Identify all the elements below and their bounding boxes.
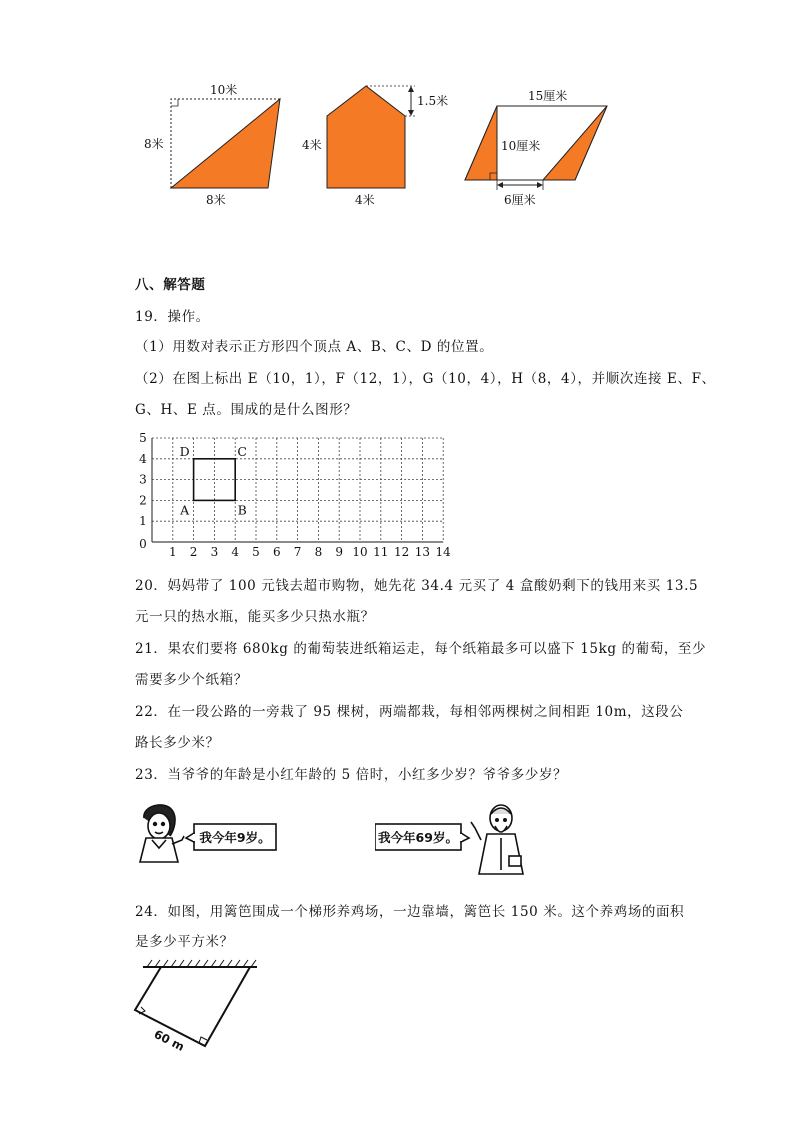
vertex-label-c: C [237,443,247,459]
q21-line2: 需要多少个纸箱？ [135,672,248,688]
q19-part1: （1）用数对表示正方形四个顶点 A、B、C、D 的位置。 [135,339,494,355]
figure-pentagon [302,86,448,207]
figure-triangle [144,82,280,207]
section-title: 八、解答题 [135,277,206,293]
x-tick-label: 4 [231,545,240,559]
trapezoid-figure [125,955,275,1055]
trapezoid-side-label: 60 m [151,1026,187,1054]
x-tick-label: 3 [210,545,219,559]
fig2-left-label: 4米 [302,138,322,152]
fig2-right-label: 1.5米 [417,94,449,108]
y-tick-label: 5 [139,431,147,445]
y-tick-label: 1 [139,514,147,529]
x-tick-label: 9 [335,545,344,559]
girl-illustration [134,800,284,880]
x-tick-label: 6 [272,545,281,559]
x-tick-label: 8 [314,545,323,559]
x-tick-label: 1 [168,545,177,559]
fig3-top-label: 15厘米 [528,89,568,103]
x-tick-label: 5 [252,545,260,559]
x-tick-label: 10 [352,545,368,559]
q22-line2: 路长多少米？ [135,735,220,751]
figure-parallelogram [465,88,607,207]
grandpa-illustration [375,800,535,880]
q19-part2-line1: （2）在图上标出 E（10，1），F（12，1），G（10，4），H（8，4），并顺次连接 E、F、 [135,371,716,387]
q22-line1: 22．在一段公路的一旁栽了 95 棵树，两端都栽，每相邻两棵树之间相距 10m，这段公 [135,704,684,720]
x-tick-label: 7 [293,545,302,559]
vertex-label-d: D [179,443,190,459]
x-tick-label: 11 [373,545,389,559]
q20-line2: 元一只的热水瓶，能买多少只热水瓶？ [135,609,375,625]
q19-title: 19．操作。 [135,309,210,325]
grandpa-bubble-text: 我今年69岁。 [378,830,458,845]
x-tick-label: 13 [414,545,431,559]
q21-line1: 21．果农们要将 680kg 的葡萄装进纸箱运走，每个纸箱最多可以盛下 15kg 的葡萄，至少 [135,641,707,657]
y-tick-label: 0 [139,537,147,551]
x-tick-label: 2 [189,545,198,559]
area-figures [130,78,650,213]
fig2-bottom-label: 4米 [355,193,375,207]
q24-line2: 是多少平方米？ [135,934,234,950]
y-tick-label: 3 [139,472,147,487]
x-tick-label: 12 [393,545,410,559]
y-tick-label: 4 [139,451,147,466]
fig1-top-label: 10米 [210,83,238,97]
vertex-label-b: B [237,502,247,518]
vertex-label-a: A [180,502,190,518]
girl-bubble-text: 我今年9岁。 [199,830,271,845]
fig3-bottom-label: 6厘米 [504,193,536,207]
x-tick-label: 14 [435,545,451,559]
q23-text: 23．当爷爷的年龄是小红年龄的 5 倍时，小红多少岁？爷爷多少岁？ [135,767,568,783]
y-tick-label: 2 [139,493,147,508]
q19-part2-line2: G、H、E 点。围成的是什么图形？ [135,402,358,418]
fig1-left-label: 8米 [144,137,164,151]
coordinate-grid [130,430,460,560]
q20-line1: 20．妈妈带了 100 元钱去超市购物，她先花 34.4 元买了 4 盒酸奶剩下的钱用来买 13.5 [135,578,699,594]
q24-line1: 24．如图，用篱笆围成一个梯形养鸡场，一边靠墙，篱笆长 150 米。这个养鸡场的面积 [135,904,685,920]
fig3-height-label: 10厘米 [501,139,541,153]
fig1-bottom-label: 8米 [206,193,226,207]
